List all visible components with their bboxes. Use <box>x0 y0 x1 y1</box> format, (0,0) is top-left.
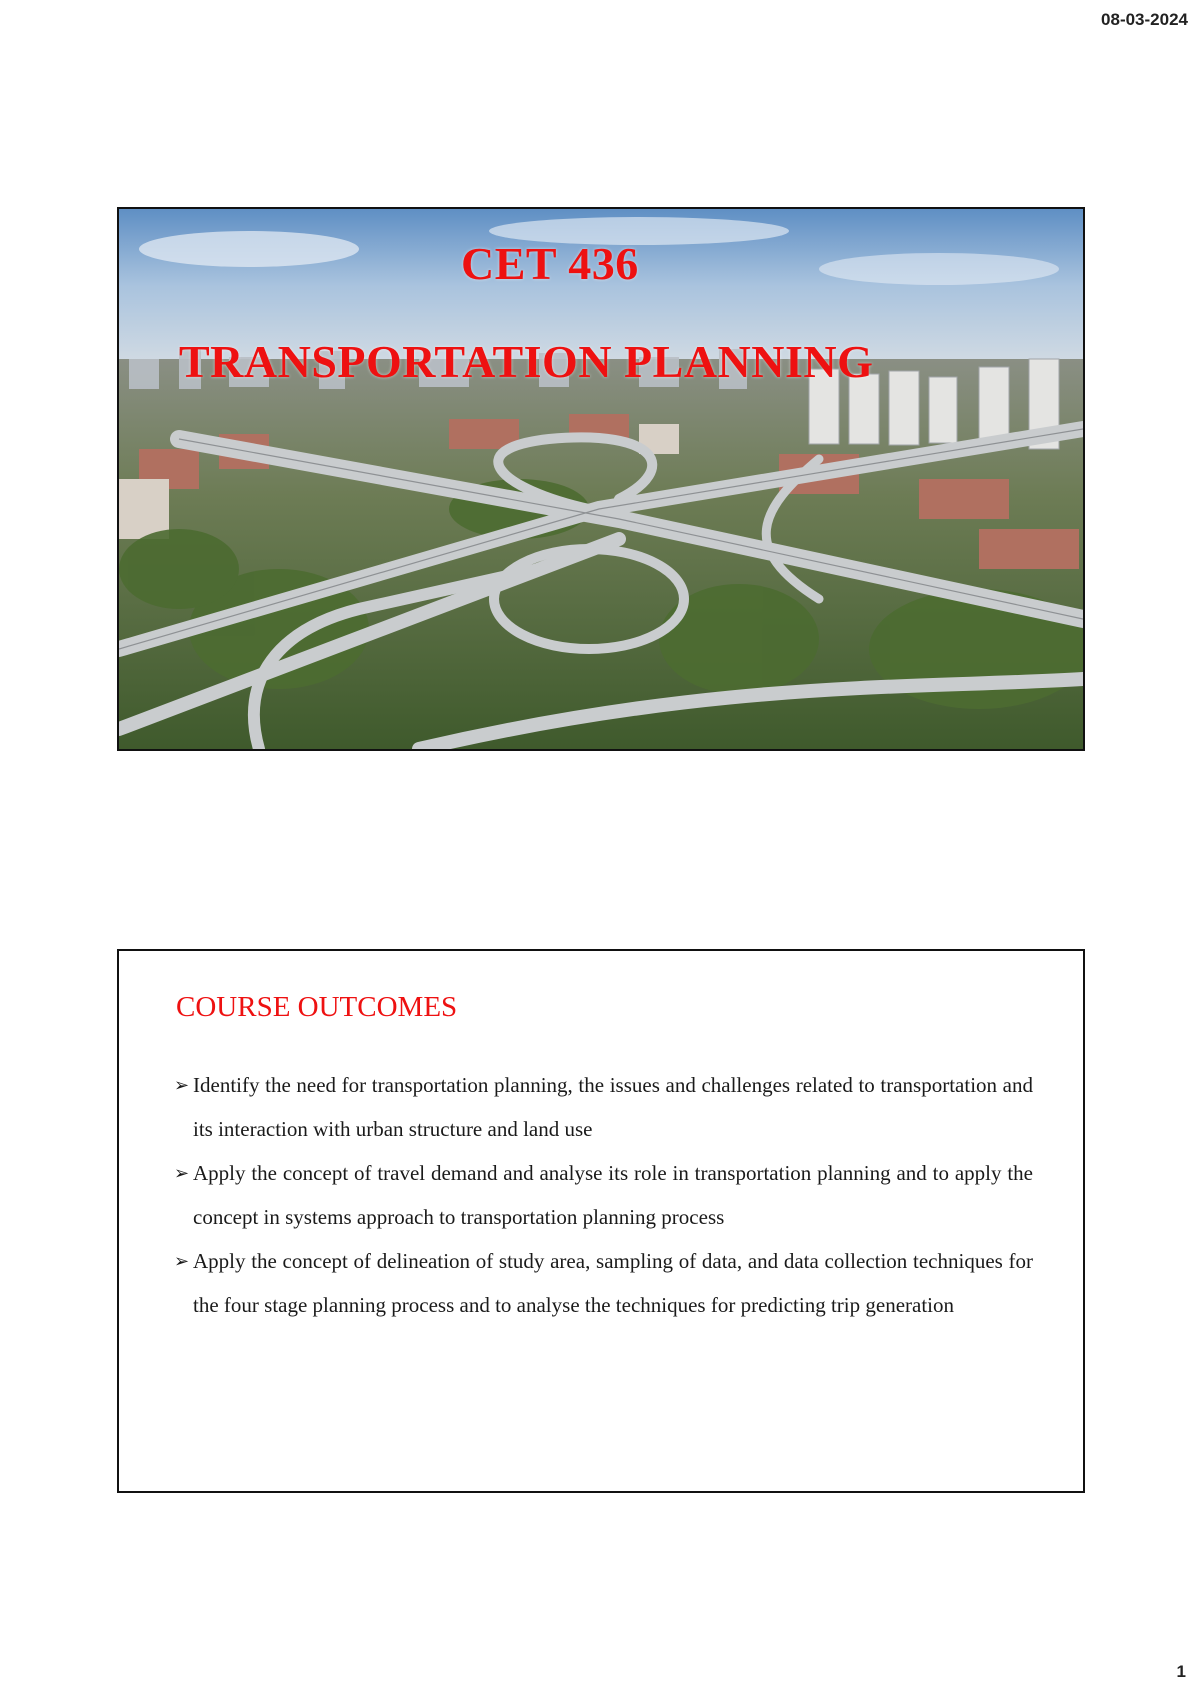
course-outcomes-slide <box>117 949 1085 1493</box>
outcome-list <box>174 1063 1033 1327</box>
arrowhead-bullet-icon: ➢ <box>174 1251 190 1271</box>
outcome-text: Identify the need for transportation planning, the issues and challenges related to transportation and its interaction with urban structure and land use <box>193 1073 1033 1141</box>
print-date: 08-03-2024 <box>1101 10 1188 29</box>
highway-interchange-photo <box>119 209 1083 749</box>
outcome-item <box>174 1239 1033 1327</box>
course-name-title: TRANSPORTATION PLANNING <box>179 336 874 387</box>
title-slide <box>117 207 1085 751</box>
outcome-text: Apply the concept of travel demand and analyse its role in transportation planning and to apply the concept in systems approach to transportation planning process <box>193 1161 1033 1229</box>
page-number: 1 <box>1176 1662 1186 1681</box>
outcome-text: Apply the concept of delineation of study area, sampling of data, and data collection techniques for the four stage planning process and to analyse the techniques for predicting trip generation <box>193 1249 1033 1317</box>
outcome-item <box>174 1151 1033 1239</box>
arrowhead-bullet-icon: ➢ <box>174 1163 190 1183</box>
course-code-title: CET 436 <box>461 238 639 289</box>
arrowhead-bullet-icon: ➢ <box>174 1075 190 1095</box>
course-outcomes-heading: COURSE OUTCOMES <box>176 991 458 1023</box>
outcome-item <box>174 1063 1033 1151</box>
